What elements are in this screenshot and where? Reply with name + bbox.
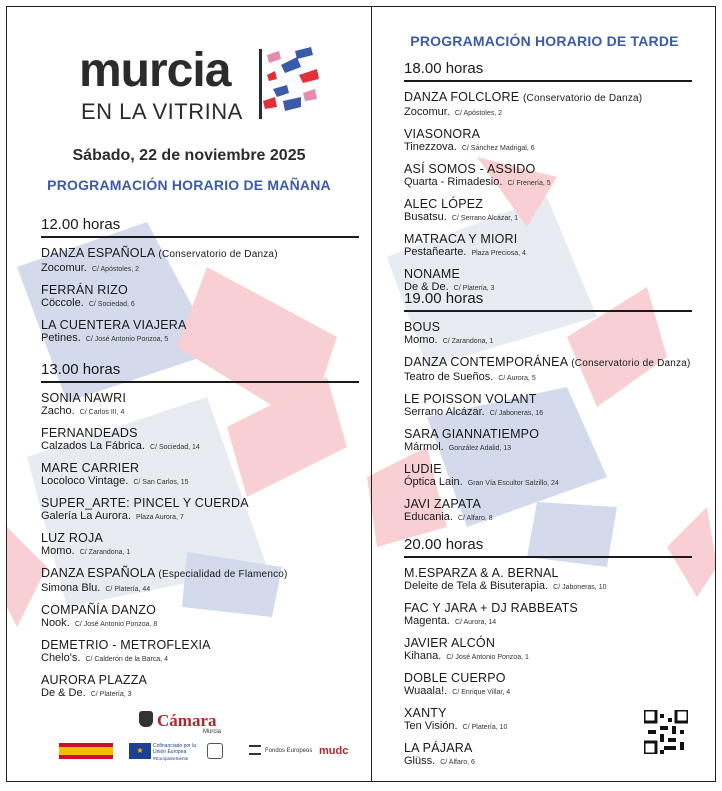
time-heading: 12.00 horas — [41, 216, 359, 238]
event-item — [404, 355, 692, 385]
venue-line — [41, 297, 359, 311]
venue-name: Galería La Aurora. — [41, 510, 131, 522]
performer-name: ALEC LÓPEZ — [404, 197, 484, 211]
venue-line — [404, 211, 692, 225]
event-name-line — [41, 426, 359, 440]
time-heading: 18.00 horas — [404, 60, 692, 82]
venue-name: Kihana. — [404, 650, 442, 662]
performer-name: MARE CARRIER — [41, 461, 140, 475]
performer-name: BOUS — [404, 320, 441, 334]
performer-name: MATRACA Y MIORI — [404, 232, 518, 246]
venue-line — [41, 405, 359, 419]
venue-name: Pestañearte. — [404, 246, 467, 258]
event-name-line — [41, 566, 359, 582]
logo-subtitle: EN LA VITRINA — [81, 99, 243, 124]
event-item — [41, 603, 359, 631]
event-item — [404, 462, 692, 490]
event-name-line — [41, 318, 359, 332]
program-sheet — [6, 6, 716, 782]
venue-name: Calzados La Fábrica. — [41, 440, 145, 452]
venue-address: C/ Platería, 3 — [90, 691, 132, 698]
venue-address: Gran Vía Escultor Salzillo, 24 — [467, 480, 559, 487]
event-item — [41, 391, 359, 419]
event-item — [404, 90, 692, 120]
event-name-line — [404, 127, 692, 141]
event-name-line — [404, 355, 692, 371]
event-item — [404, 601, 692, 629]
performer-name: SARA GIANNATIEMPO — [404, 427, 540, 441]
event-name-line — [404, 427, 692, 441]
event-name-line — [41, 391, 359, 405]
event-item — [41, 531, 359, 559]
qr-code-icon — [644, 710, 688, 754]
event-name-line — [404, 197, 692, 211]
event-item — [404, 497, 692, 525]
performer-note: (Conservatorio de Danza) — [158, 249, 278, 260]
venue-address: C/ Calderón de la Barca, 4 — [85, 656, 168, 663]
venue-address: C/ Aurora, 5 — [498, 375, 536, 382]
venue-line — [404, 371, 692, 385]
venue-address: C/ Serrano Alcázar, 1 — [451, 215, 519, 222]
event-item — [404, 636, 692, 664]
time-slot — [41, 361, 359, 708]
morning-panel — [7, 7, 371, 781]
performer-name: XANTY — [404, 706, 447, 720]
performer-name: DANZA FOLCLORE — [404, 90, 520, 104]
venue-line — [41, 475, 359, 489]
venue-address: C/ Enrique Villar, 4 — [452, 689, 511, 696]
sponsors-row — [7, 707, 371, 771]
performer-name: FAC Y JARA + DJ RABBEATS — [404, 601, 578, 615]
venue-name: Simona Blu. — [41, 582, 101, 594]
event-item — [404, 127, 692, 155]
venue-line — [41, 545, 359, 559]
venue-line — [41, 262, 359, 276]
venue-line — [404, 441, 692, 455]
venue-line — [41, 440, 359, 454]
venue-line — [41, 687, 359, 701]
venue-address: Plaza Aurora, 7 — [135, 514, 184, 521]
performer-name: DANZA ESPAÑOLA — [41, 246, 155, 260]
venue-address: González Adalid, 13 — [448, 445, 512, 452]
performer-name: SUPER_ARTE: PINCEL Y CUERDA — [41, 496, 249, 510]
event-item — [41, 673, 359, 701]
performer-name: DOBLE CUERPO — [404, 671, 506, 685]
performer-name: ASÍ SOMOS - ASSIDO — [404, 162, 536, 176]
venue-name: Locoloco Vintage. — [41, 475, 129, 487]
venue-address: C/ Frenería, 5 — [507, 180, 551, 187]
venue-address: C/ José Antonio Ponzoa, 1 — [446, 654, 529, 661]
event-item — [404, 392, 692, 420]
venue-name: De & De. — [404, 281, 449, 293]
event-name-line — [41, 603, 359, 617]
venue-name: Ten Visión. — [404, 720, 458, 732]
venue-name: Quarta - Rimadesio. — [404, 176, 503, 188]
event-name-line — [404, 267, 692, 281]
event-item — [41, 638, 359, 666]
venue-line — [404, 511, 692, 525]
event-name-line — [404, 232, 692, 246]
venue-address: C/ Apóstoles, 2 — [454, 110, 503, 117]
performer-name: NONAME — [404, 267, 461, 281]
venue-line — [404, 141, 692, 155]
performer-name: LE POISSON VOLANT — [404, 392, 537, 406]
venue-line — [404, 334, 692, 348]
venue-name: Wuaala!. — [404, 685, 448, 697]
performer-name: DANZA ESPAÑOLA — [41, 566, 155, 580]
event-name-line — [41, 283, 359, 297]
venue-name: Zacho. — [41, 405, 75, 417]
performer-name: LA CUENTERA VIAJERA — [41, 318, 187, 332]
eu-cofinanced-label: Cofinanciado por la Unión Europea — [153, 743, 197, 755]
event-date: Sábado, 22 de noviembre 2025 — [72, 147, 306, 164]
logo-word: murcia — [79, 44, 231, 97]
performer-name: JAVI ZAPATA — [404, 497, 481, 511]
event-name-line — [41, 461, 359, 475]
time-heading: 13.00 horas — [41, 361, 359, 383]
venue-line — [41, 332, 359, 346]
event-item — [41, 283, 359, 311]
venue-name: Zocomur. — [41, 262, 87, 274]
eu-flag-icon: ★ — [129, 743, 151, 759]
venue-address: C/ Carlos III, 4 — [79, 409, 125, 416]
venue-name: Deleite de Tela & Bisuterapia. — [404, 580, 549, 592]
venue-line — [41, 652, 359, 666]
event-name-line — [41, 531, 359, 545]
event-item — [41, 426, 359, 454]
venue-line — [404, 106, 692, 120]
venue-name: Chelo's. — [41, 652, 81, 664]
performer-note: (Conservatorio de Danza) — [523, 93, 643, 104]
morning-title: PROGRAMACIÓN HORARIO DE MAÑANA — [47, 177, 331, 193]
venue-address: C/ José Antonio Ponzoa, 8 — [74, 621, 158, 628]
event-name-line — [41, 496, 359, 510]
venue-line — [404, 476, 692, 490]
performer-name: M.ESPARZA & A. BERNAL — [404, 566, 559, 580]
venue-line — [404, 176, 692, 190]
logo-confetti-icon — [255, 45, 325, 125]
performer-note: (Conservatorio de Danza) — [571, 358, 691, 369]
fondos-europeos-label: Fondos Europeos — [265, 748, 313, 754]
venue-name: Mármol. — [404, 441, 444, 453]
performer-name: AURORA PLAZZA — [41, 673, 148, 687]
venue-name: Educania. — [404, 511, 453, 523]
event-name-line — [41, 638, 359, 652]
event-name-line — [404, 601, 692, 615]
time-slot — [404, 290, 692, 532]
venue-name: Óptica Lain. — [404, 476, 463, 488]
venue-line — [41, 510, 359, 524]
event-name-line — [404, 392, 692, 406]
venue-name: Zocomur. — [404, 106, 450, 118]
venue-name: Serrano Alcázar. — [404, 406, 485, 418]
performer-name: JAVIER ALCÓN — [404, 636, 496, 650]
venue-name: Momo. — [404, 334, 438, 346]
venue-name: Momo. — [41, 545, 75, 557]
venue-name: Cöccole. — [41, 297, 84, 309]
event-name-line — [404, 671, 692, 685]
venue-name: Magenta. — [404, 615, 450, 627]
venue-line — [404, 580, 692, 594]
performer-name: DEMETRIO - METROFLEXIA — [41, 638, 211, 652]
event-name-line — [404, 566, 692, 580]
performer-note: (Especialidad de Flamenco) — [158, 569, 288, 580]
time-slot — [41, 216, 359, 353]
afternoon-panel — [372, 7, 716, 781]
spain-government-logo — [59, 743, 113, 759]
venue-address: C/ Zarandona, 1 — [79, 549, 131, 556]
venue-line — [404, 246, 692, 260]
venue-address: C/ José Antonio Ponzoa, 5 — [85, 336, 169, 343]
venue-name: Busatsu. — [404, 211, 447, 223]
event-name-line — [41, 673, 359, 687]
performer-name: DANZA CONTEMPORÁNEA — [404, 355, 568, 369]
performer-name: SONIA NAWRI — [41, 391, 127, 405]
venue-address: C/ Platería, 44 — [105, 586, 151, 593]
venue-name: Petines. — [41, 332, 81, 344]
time-slot — [404, 60, 692, 302]
murcia-vitrina-logo — [79, 43, 339, 133]
venue-address: Plaza Preciosa, 4 — [471, 250, 526, 257]
venue-address: C/ Zarandona, 1 — [442, 338, 494, 345]
event-name-line — [404, 462, 692, 476]
event-name-line — [404, 636, 692, 650]
time-heading: 20.00 horas — [404, 536, 692, 558]
camara-subtitle: Murcia — [203, 729, 222, 735]
event-item — [404, 197, 692, 225]
event-name-line — [404, 320, 692, 334]
venue-name: Tinezzova. — [404, 141, 457, 153]
venue-address: C/ Alfaro, 8 — [458, 515, 493, 522]
performer-name: LA PÁJARA — [404, 741, 473, 755]
venue-address: C/ Sociedad, 14 — [150, 444, 200, 451]
venue-address: C/ Sánchez Madrigal, 6 — [461, 145, 535, 152]
event-item — [41, 246, 359, 276]
time-heading: 19.00 horas — [404, 290, 692, 312]
performer-name: VIASONORA — [404, 127, 481, 141]
venue-line — [404, 650, 692, 664]
performer-name: FERNANDEADS — [41, 426, 138, 440]
afternoon-title: PROGRAMACIÓN HORARIO DE TARDE — [410, 33, 679, 49]
event-item — [404, 427, 692, 455]
event-item — [404, 162, 692, 190]
camara-logo: Cámara — [157, 711, 217, 730]
event-item — [404, 566, 692, 594]
venue-line — [404, 755, 692, 769]
event-item — [41, 318, 359, 346]
eu-hashtag: #EuropaSeSiente — [153, 756, 189, 761]
event-item — [41, 461, 359, 489]
venue-address: C/ Apóstoles, 2 — [91, 266, 140, 273]
performer-name: COMPAÑÍA DANZO — [41, 603, 157, 617]
performer-name: LUZ ROJA — [41, 531, 104, 545]
venue-name: Teatro de Sueños. — [404, 371, 494, 383]
venue-address: C/ Alfaro, 6 — [440, 759, 475, 766]
venue-address: C/ Platería, 3 — [453, 285, 495, 292]
venue-line — [404, 406, 692, 420]
event-item — [404, 320, 692, 348]
venue-line — [404, 685, 692, 699]
event-item — [404, 671, 692, 699]
venue-address: C/ Platería, 10 — [462, 724, 508, 731]
venue-line — [41, 617, 359, 631]
performer-name: LUDIE — [404, 462, 442, 476]
event-item — [41, 566, 359, 596]
venue-name: Glüss. — [404, 755, 436, 767]
venue-line — [41, 582, 359, 596]
venue-address: C/ Jaboneras, 10 — [553, 584, 607, 591]
event-name-line — [404, 90, 692, 106]
mudc-logo: mudc — [319, 745, 349, 757]
funding-logos — [59, 743, 359, 763]
venue-address: C/ San Carlos, 15 — [133, 479, 189, 486]
venue-line — [404, 615, 692, 629]
fondos-europeos-icon — [249, 745, 261, 755]
venue-address: C/ Jaboneras, 16 — [489, 410, 544, 417]
venue-name: Nook. — [41, 617, 70, 629]
event-item — [41, 496, 359, 524]
event-name-line — [404, 497, 692, 511]
performer-name: FERRÁN RIZO — [41, 283, 128, 297]
venue-name: De & De. — [41, 687, 86, 699]
venue-address: C/ Aurora, 14 — [454, 619, 497, 626]
ministry-crest-icon — [207, 743, 223, 759]
camara-crest-icon — [139, 711, 153, 727]
event-name-line — [41, 246, 359, 262]
event-item — [404, 232, 692, 260]
event-name-line — [404, 162, 692, 176]
venue-address: C/ Sociedad, 6 — [88, 301, 135, 308]
